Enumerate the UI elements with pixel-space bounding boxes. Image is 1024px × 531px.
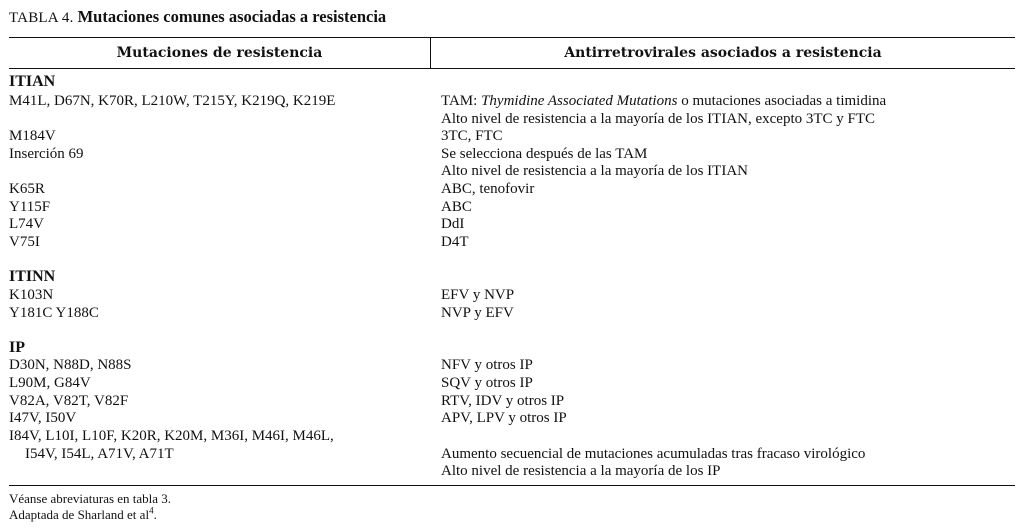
footnote-abbreviations: Véanse abreviaturas en tabla 3. [9, 491, 172, 506]
antiretroviral-line: 3TC, FTC [441, 128, 503, 144]
antiretroviral-line-suffix: o mutaciones asociadas a timidina [677, 93, 887, 109]
antiretroviral-line: NVP y EFV [441, 305, 514, 321]
mutation-line: I84V, L10I, L10F, K20R, K20M, M36I, M46I, M46L, [9, 428, 334, 444]
section-heading: ITINN [9, 268, 56, 285]
antiretroviral-line [441, 92, 886, 110]
bottom-rule [9, 485, 1015, 486]
mutation-line: L74V [9, 216, 44, 232]
mutation-line: D30N, N88D, N88S [9, 357, 132, 373]
mutation-line: I54V, I54L, A71V, A71T [25, 446, 174, 462]
antiretroviral-line: APV, LPV y otros IP [441, 410, 567, 426]
footnote-reference: 4 [149, 505, 154, 516]
antiretroviral-line: Alto nivel de resistencia a la mayoría de los ITIAN [441, 163, 748, 179]
mutation-line: V82A, V82T, V82F [9, 393, 129, 409]
antiretroviral-line: NFV y otros IP [441, 357, 533, 373]
mutation-line: M41L, D67N, K70R, L210W, T215Y, K219Q, K219E [9, 93, 336, 109]
footnote-source-text: Adaptada de Sharland et al [9, 507, 150, 522]
table-title [9, 4, 386, 31]
mutation-line: I47V, I50V [9, 410, 77, 426]
footnote-source [9, 507, 157, 523]
footnote-source-end: . [153, 507, 157, 522]
antiretroviral-line: Aumento secuencial de mutaciones acumuladas tras fracaso virológico [441, 446, 866, 462]
antiretroviral-line: SQV y otros IP [441, 375, 533, 391]
table-label: TABLA 4. [9, 10, 74, 26]
column-header-mutations: Mutaciones de resistencia [116, 45, 323, 61]
mutation-line: K65R [9, 181, 45, 197]
header-rule [9, 68, 1015, 69]
column-header-antiretrovirals: Antirretrovirales asociados a resistencia [564, 45, 882, 61]
antiretroviral-line: Alto nivel de resistencia a la mayoría de los ITIAN, excepto 3TC y FTC [441, 111, 876, 127]
antiretroviral-line-prefix: TAM: [441, 93, 482, 109]
mutation-line: K103N [9, 287, 54, 303]
mutation-line: M184V [9, 128, 56, 144]
mutation-line: Y115F [9, 199, 51, 215]
mutation-line: V75I [9, 234, 40, 250]
antiretroviral-line: Alto nivel de resistencia a la mayoría de los IP [441, 463, 721, 479]
section-heading: IP [9, 339, 25, 356]
mutation-line: Y181C Y188C [9, 305, 99, 321]
antiretroviral-line: ABC, tenofovir [441, 181, 535, 197]
antiretroviral-line-emphasis: Thymidine Associated Mutations [481, 93, 678, 109]
table-title-text: Mutaciones comunes asociadas a resistencia [77, 7, 387, 26]
antiretroviral-line: RTV, IDV y otros IP [441, 393, 565, 409]
mutation-line: L90M, G84V [9, 375, 91, 391]
antiretroviral-line: DdI [441, 216, 465, 232]
mutation-line: Inserción 69 [9, 146, 84, 162]
section-heading: ITIAN [9, 73, 56, 90]
antiretroviral-line: EFV y NVP [441, 287, 515, 303]
antiretroviral-line: D4T [441, 234, 469, 250]
antiretroviral-line: Se selecciona después de las TAM [441, 146, 648, 162]
antiretroviral-line: ABC [441, 199, 472, 215]
